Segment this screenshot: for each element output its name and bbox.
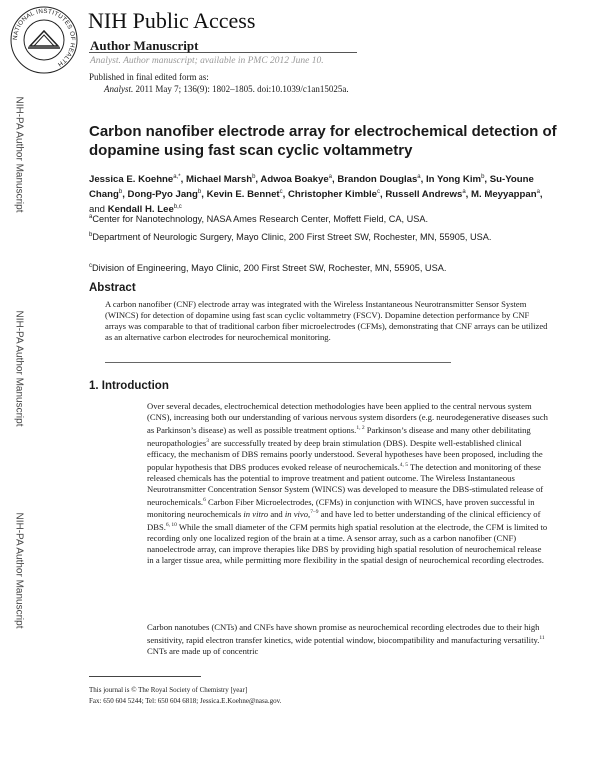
author-affiliation-marker: c (377, 189, 381, 196)
intro-paragraph-2: Carbon nanotubes (CNTs) and CNFs have shown promise as neurochemical recording electrodes due to their high sensitivity, rapid electron transfer kinetics, wide potential window, biocompatibility and manufacturing versatility.$^{11}$ CNTs are made up of concentric (147, 622, 545, 656)
author-affiliation-marker: b (118, 189, 123, 196)
intro-paragraph-1: Over several decades, electrochemical detection methodologies have been applied to the central nervous system (CNS), increasing both our understanding of various nervous system disorders (e.g. neurodegenerative diseases such as Parkinson’s disease) as well as possible treatment options.$^{1, 2}$ Parkinson’s disease and many other debilitating neuropathologies$^3$ are successfully treated by deep brain stimulation (DBS). Despite well-established clinical efficacy, the mechanism of DBS remains poorly understood. Several hypotheses have been proposed, including the popular hypothesis that DBS produces evoked release of neurochemicals.$^{4, 5}$ The detection and monitoring of these released chemicals has the potential to improve treatment and patient outcome. The Wireless Instantaneous Neurotransmitter Concentration Sensor System (WINCS) was developed to measure the DBS-stimulated release of neurochemicals.$^6$ Carbon Fiber Microelectrodes, (CFMs) in conjunction with WINCS, have proven successful in monitoring neurochemicals in vitro and in vivo,$^{7-9}$ and have led to better understanding of the clinical efficiency of DBS.$^{6, 10}$ While the small diameter of the CFM permits high spatial resolution at the electrode, the CFM is limited to recording only one localized region of the brain at a time. A sensor array, such as a carbon nanofiber (CNF) nanoelectrode array, can improve therapies like DBS by providing high spatial resolution of neurochemical release in a larger tissue area, while permitting more flexibility in the spatial design of neurochemical recording electrodes. (147, 401, 548, 566)
abstract-text: A carbon nanofiber (CNF) electrode array was integrated with the Wireless Instantaneous Neurotransmitter Sensor System (WINCS) for detection of dopamine using fast scan cyclic voltammetry (FSCV). Dopamine detection performance by CNF arrays was comparable to that of traditional carbon fiber microelectrodes (CFMs), demonstrating that CNF arrays can be utilized as an alternative carbon electrodes for neurochemical monitoring. (105, 299, 548, 342)
affiliation-c: $^c$Division of Engineering, Mayo Clinic, 200 First Street SW, Rochester, MN, 55905, USA. (89, 263, 447, 274)
article-title: Carbon nanofiber electrode array for electrochemical detection of dopamine using fast scan cyclic voltammetry (89, 123, 557, 159)
author-affiliation-marker: b (481, 174, 485, 180)
journal-copyright-note: This journal is © The Royal Society of Chemistry [year] (89, 686, 248, 694)
author-affiliation-marker: c (279, 189, 283, 196)
citation (104, 84, 349, 95)
author-name: Kendall H. Lee (107, 204, 174, 216)
nih-public-access-title: NIH Public Access (88, 8, 256, 33)
published-in-label: Published in final edited form as: (89, 72, 209, 82)
footnote-divider (89, 676, 201, 677)
author-affiliation-marker: b (197, 189, 202, 196)
logo-ring-text: NATIONAL INSTITUTES OF HEALTH (11, 7, 77, 68)
author-name: Kevin E. Bennet (206, 189, 280, 201)
author-name: Russell Andrews (385, 189, 463, 201)
author-affiliation-marker: b,c (173, 204, 182, 211)
affiliation-b: $^b$Department of Neurologic Surgery, Mayo Clinic, 200 First Street SW, Rochester, MN, 55905, USA. (89, 232, 492, 243)
author-name: Christopher Kimble (287, 189, 378, 201)
author-affiliation-marker: a (328, 174, 332, 180)
introduction-heading: 1. Introduction (89, 380, 169, 392)
citation-journal: Analyst. (104, 84, 134, 94)
author-and: and (89, 204, 108, 216)
author-manuscript-label: Author Manuscript (90, 38, 199, 53)
author-name: Jessica E. Koehne (89, 174, 174, 186)
availability-note: Analyst. Author manuscript; available in PMC 2012 June 10. (90, 56, 324, 66)
author-affiliation-marker: a (417, 174, 421, 180)
author-list: Jessica E. Koehne$^{a,*}$, Michael Marsh$^b$, Adwoa Boakye$^a$, Brandon Douglas$^a$, In Yong Kim$^b$, Su-Youne Chang$^b$, Dong-Pyo Jang$^b$, Kevin E. Bennet$^c$, Christopher Kimble$^c$, Russell Andrews$^a$, M. Meyyappan$^a$, and Kendall H. Lee$^{b,c}$ (89, 174, 543, 216)
author-name: Su-Youne Chang (89, 174, 534, 201)
author-name: Michael Marsh (185, 174, 253, 186)
side-label-3: NIH-PA Author Manuscript (13, 512, 25, 628)
affiliation-a: $^a$Center for Nanotechnology, NASA Ames Research Center, Moffett Field, CA, USA. (89, 214, 429, 225)
abstract-heading: Abstract (89, 282, 136, 294)
abstract-divider (105, 362, 451, 363)
svg-text:NATIONAL INSTITUTES OF HEALTH (12, 8, 76, 68)
author-name: In Yong Kim (425, 174, 482, 186)
author-affiliation-marker: b (252, 174, 256, 180)
author-name: Adwoa Boakye (260, 174, 329, 186)
author-name: Brandon Douglas (337, 174, 418, 186)
author-affiliation-marker: a,* (173, 174, 181, 180)
author-affiliation-marker: a (462, 189, 466, 196)
side-label-1: NIH-PA Author Manuscript (13, 96, 25, 212)
side-label-2: NIH-PA Author Manuscript (13, 310, 25, 426)
corresponding-contact: Fax: 650 604 5244; Tel: 650 604 6818; Jessica.E.Koehne@nasa.gov. (89, 697, 282, 705)
nih-logo (4, 4, 84, 76)
author-affiliation-marker: a (536, 189, 540, 196)
author-name: M. Meyyappan (471, 189, 537, 201)
citation-details: 2011 May 7; 136(9): 1802–1805. doi:10.1039/c1an15025a. (133, 84, 349, 94)
author-name: Dong-Pyo Jang (127, 189, 198, 201)
